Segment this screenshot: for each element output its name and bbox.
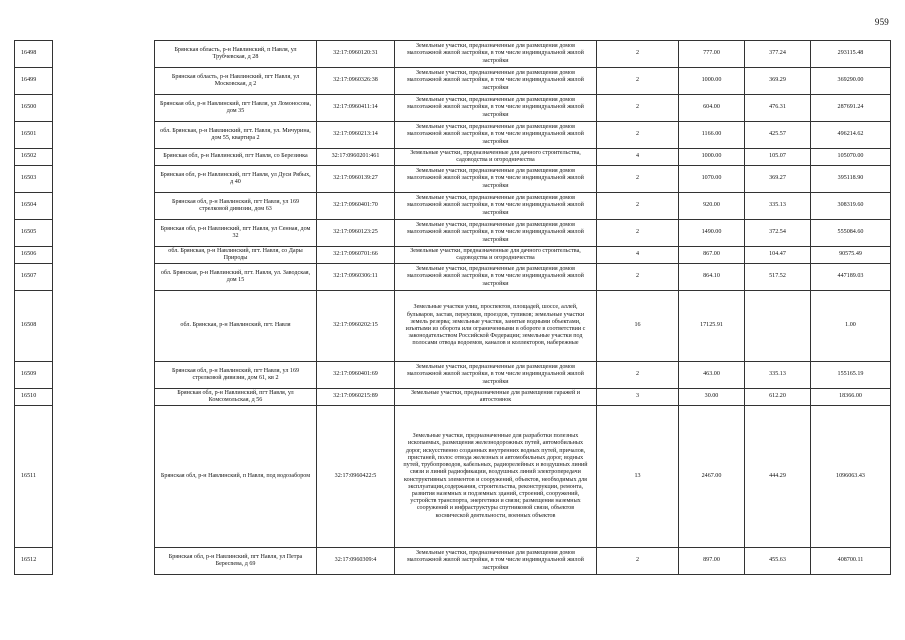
land-use-cell: Земельные участки, предназначенные для разработки полезных ископаемых, размещения железнодорожных путей, автомобильных дорог, искусственно созданных внутренних водных путей, причалов, пристаней, полос отвода железных и автомобильных дорог, водных путей, трубопроводов, кабельных, радиорелейных и воздушных линий связи и линий радиофикации, воздушных линий электропередачи конструктивных элементов и сооружений, объектов, необходимых для эксплуатации,содержания, строительства, реконструкции, ремонта, развития наземных и подземных зданий, строений, сооружений, устройств транспорта, энергетики и связи; размещения наземных сооружений и инфраструктуры спутниковой связи, объектов космической деятельности, военных объектов xyxy=(395,406,597,548)
address-cell: обл. Брянская, р-н Навлинский, пгт. Навля xyxy=(155,291,317,362)
area-cell: 867.00 xyxy=(679,247,745,264)
land-use-cell: Земельные участки, предназначенные для размещения домов малоэтажной жилой застройки, в том числе индивидуальной жилой застройки xyxy=(395,362,597,389)
spacer-cell xyxy=(53,389,155,406)
specific-value-cell: 369.27 xyxy=(745,166,811,193)
row-number: 16498 xyxy=(15,41,53,68)
area-cell: 2467.00 xyxy=(679,406,745,548)
address-cell: Брянская обл, р-н Навлинский, пгт Навля, сo Березинка xyxy=(155,149,317,166)
cadastral-number-cell: 32:17:0960201:461 xyxy=(317,149,395,166)
address-cell: Брянская обл, р-н Навлинский, пгт Навля, ул Сенная, дом 32 xyxy=(155,220,317,247)
group-number-cell: 2 xyxy=(597,548,679,575)
address-cell: Брянская обл, р-н Навлинский, пгт Навля, ул Петра Бересnева, д 69 xyxy=(155,548,317,575)
specific-value-cell: 372.54 xyxy=(745,220,811,247)
group-number-cell: 4 xyxy=(597,149,679,166)
row-number: 16511 xyxy=(15,406,53,548)
cadastral-number-cell: 32:17:0960139:27 xyxy=(317,166,395,193)
address-cell: Брянская обл, р-н Навлинский, пгт Навля, ул Дуси Рябых, д 40 xyxy=(155,166,317,193)
spacer-cell xyxy=(53,149,155,166)
row-number: 16500 xyxy=(15,95,53,122)
row-number: 16504 xyxy=(15,193,53,220)
area-cell: 1166.00 xyxy=(679,122,745,149)
row-number: 16502 xyxy=(15,149,53,166)
land-use-cell: Земельные участки, предназначенные для размещения домов малоэтажной жилой застройки, в том числе индивидуальной жилой застройки xyxy=(395,166,597,193)
specific-value-cell: 444.29 xyxy=(745,406,811,548)
cadastral-value-cell: 18366.00 xyxy=(811,389,891,406)
area-cell: 1000.00 xyxy=(679,68,745,95)
area-cell: 897.00 xyxy=(679,548,745,575)
row-number: 16509 xyxy=(15,362,53,389)
table-row xyxy=(15,41,891,68)
table-row xyxy=(15,220,891,247)
page-number: 959 xyxy=(874,17,889,27)
cadastral-number-cell: 32:17:0960411:14 xyxy=(317,95,395,122)
spacer-cell xyxy=(53,548,155,575)
group-number-cell: 13 xyxy=(597,406,679,548)
specific-value-cell: 369.29 xyxy=(745,68,811,95)
table-row xyxy=(15,166,891,193)
area-cell: 864.10 xyxy=(679,264,745,291)
address-cell: обл. Брянская, р-н Навлинский, пгт. Навля, ул. Мичурина, дом 55, квартира 2 xyxy=(155,122,317,149)
group-number-cell: 2 xyxy=(597,122,679,149)
cadastral-number-cell: 32:17:0960401:69 xyxy=(317,362,395,389)
land-use-cell: Земельные участки, предназначенные для размещения домов малоэтажной жилой застройки, в том числе индивидуальной жилой застройки xyxy=(395,122,597,149)
cadastral-value-cell: 90575.49 xyxy=(811,247,891,264)
specific-value-cell: 517.52 xyxy=(745,264,811,291)
group-number-cell: 2 xyxy=(597,264,679,291)
specific-value-cell: 104.47 xyxy=(745,247,811,264)
row-number: 16501 xyxy=(15,122,53,149)
cadastral-number-cell: 32:17:0960306:11 xyxy=(317,264,395,291)
spacer-cell xyxy=(53,291,155,362)
table-row xyxy=(15,406,891,548)
table-row xyxy=(15,122,891,149)
cadastral-value-cell: 447189.03 xyxy=(811,264,891,291)
cadastral-number-cell: 32:17:0960202:15 xyxy=(317,291,395,362)
spacer-cell xyxy=(53,264,155,291)
area-cell: 604.00 xyxy=(679,95,745,122)
cadastral-value-cell: 293115.48 xyxy=(811,41,891,68)
address-cell: обл. Брянская, р-н Навлинский, пгт. Навля, ул. Заводская, дом 15 xyxy=(155,264,317,291)
spacer-cell xyxy=(53,68,155,95)
cadastral-number-cell: 32:17:0960326:38 xyxy=(317,68,395,95)
cadastral-value-cell: 395118.90 xyxy=(811,166,891,193)
cadastral-value-cell: 1096063.43 xyxy=(811,406,891,548)
land-use-cell: Земельные участки, предназначенные для размещения гаражей и автостоянок xyxy=(395,389,597,406)
spacer-cell xyxy=(53,406,155,548)
group-number-cell: 2 xyxy=(597,68,679,95)
land-use-cell: Земельные участки, предназначенные для размещения домов малоэтажной жилой застройки, в том числе индивидуальной жилой застройки xyxy=(395,220,597,247)
cadastral-value-cell: 155165.19 xyxy=(811,362,891,389)
address-cell: Брянская область, р-н Навлинский, п Навля, ул Трубчевская, д 28 xyxy=(155,41,317,68)
area-cell: 1490.00 xyxy=(679,220,745,247)
address-cell: Брянская обл, р-н Навлинский, пгт Навля, ул 169 стрелковой дивизии, дом 63 xyxy=(155,193,317,220)
group-number-cell: 2 xyxy=(597,362,679,389)
address-cell: Брянская обл, р-н Навлинский, п Навля, под водозабором xyxy=(155,406,317,548)
row-number: 16505 xyxy=(15,220,53,247)
table-row xyxy=(15,95,891,122)
area-cell: 920.00 xyxy=(679,193,745,220)
spacer-cell xyxy=(53,362,155,389)
area-cell: 17125.91 xyxy=(679,291,745,362)
area-cell: 777.00 xyxy=(679,41,745,68)
group-number-cell: 3 xyxy=(597,389,679,406)
cadastral-number-cell: 32:17:0960401:70 xyxy=(317,193,395,220)
specific-value-cell: 377.24 xyxy=(745,41,811,68)
row-number: 16510 xyxy=(15,389,53,406)
cadastral-number-cell: 32:17:0960701:66 xyxy=(317,247,395,264)
specific-value-cell: 335.13 xyxy=(745,193,811,220)
cadastral-number-cell: 32:17:0960120:31 xyxy=(317,41,395,68)
table-body xyxy=(15,41,891,575)
specific-value-cell: 612.20 xyxy=(745,389,811,406)
cadastral-value-cell: 496214.62 xyxy=(811,122,891,149)
cadastral-value-table xyxy=(14,40,890,575)
land-use-cell: Земельные участки улиц, проспектов, площадей, шоссе, аллей, бульваров, застав, переулков, проездов, тупиков; земельные участки земель резерва; земельные участки, занятые водными объектами, изъятыми из оборота или ограниченными в обороте в соответствии с законодательством Российской Федерации; земельные участки под полосами отвода водоемов, каналов и коллекторов, набережные xyxy=(395,291,597,362)
cadastral-number-cell: 32:17:0960422:5 xyxy=(317,406,395,548)
row-number: 16508 xyxy=(15,291,53,362)
group-number-cell: 4 xyxy=(597,247,679,264)
area-cell: 1070.00 xyxy=(679,166,745,193)
table-row xyxy=(15,149,891,166)
table-row xyxy=(15,264,891,291)
cadastral-number-cell: 32:17:0960123:25 xyxy=(317,220,395,247)
group-number-cell: 2 xyxy=(597,166,679,193)
specific-value-cell: 105.07 xyxy=(745,149,811,166)
spacer-cell xyxy=(53,220,155,247)
row-number: 16506 xyxy=(15,247,53,264)
row-number: 16512 xyxy=(15,548,53,575)
row-number: 16503 xyxy=(15,166,53,193)
land-use-cell: Земельные участки, предназначенные для размещения домов малоэтажной жилой застройки, в том числе индивидуальной жилой застройки xyxy=(395,95,597,122)
specific-value-cell: 455.63 xyxy=(745,548,811,575)
group-number-cell: 2 xyxy=(597,193,679,220)
address-cell: Брянская обл, р-н Навлинский, пгт Навля, ул 169 стрелковой дивизии, дом 61, кв 2 xyxy=(155,362,317,389)
cadastral-number-cell: 32:17:0960215:89 xyxy=(317,389,395,406)
spacer-cell xyxy=(53,247,155,264)
group-number-cell: 16 xyxy=(597,291,679,362)
land-use-cell: Земельные участки, предназначенные для размещения домов малоэтажной жилой застройки, в том числе индивидуальной жилой застройки xyxy=(395,193,597,220)
address-cell: Брянская область, р-н Навлинский, пгт Навля, ул Московская, д 2 xyxy=(155,68,317,95)
land-use-cell: Земельные участки, предназначенные для дачного строительства, садоводства и огородничества xyxy=(395,149,597,166)
land-use-cell: Земельные участки, предназначенные для дачного строительства, садоводства и огородничества xyxy=(395,247,597,264)
cadastral-value-cell: 408700.11 xyxy=(811,548,891,575)
spacer-cell xyxy=(53,122,155,149)
cadastral-value-cell: 287691.24 xyxy=(811,95,891,122)
group-number-cell: 2 xyxy=(597,95,679,122)
row-number: 16507 xyxy=(15,264,53,291)
spacer-cell xyxy=(53,193,155,220)
area-cell: 463.00 xyxy=(679,362,745,389)
land-use-cell: Земельные участки, предназначенные для размещения домов малоэтажной жилой застройки, в том числе индивидуальной жилой застройки xyxy=(395,548,597,575)
specific-value-cell: 425.57 xyxy=(745,122,811,149)
cadastral-value-cell: 369290.00 xyxy=(811,68,891,95)
area-cell: 1000.00 xyxy=(679,149,745,166)
spacer-cell xyxy=(53,41,155,68)
cadastral-value-cell: 308319.60 xyxy=(811,193,891,220)
table-row xyxy=(15,193,891,220)
cadastral-number-cell: 32:17:0960213:14 xyxy=(317,122,395,149)
table-row xyxy=(15,291,891,362)
cadastral-value-cell: 105070.00 xyxy=(811,149,891,166)
address-cell: Брянская обл, р-н Навлинский, пгт Навля, ул Комсомольская, д 56 xyxy=(155,389,317,406)
address-cell: Брянская обл, р-н Навлинский, пгт Навля, ул Ломоносова, дом 35 xyxy=(155,95,317,122)
land-use-cell: Земельные участки, предназначенные для размещения домов малоэтажной жилой застройки, в том числе индивидуальной жилой застройки xyxy=(395,264,597,291)
spacer-cell xyxy=(53,166,155,193)
spacer-cell xyxy=(53,95,155,122)
cadastral-value-cell: 1.00 xyxy=(811,291,891,362)
area-cell: 30.00 xyxy=(679,389,745,406)
specific-value-cell: 476.31 xyxy=(745,95,811,122)
land-use-cell: Земельные участки, предназначенные для размещения домов малоэтажной жилой застройки, в том числе индивидуальной жилой застройки xyxy=(395,68,597,95)
cadastral-number-cell: 32:17:0960309:4 xyxy=(317,548,395,575)
table-row xyxy=(15,68,891,95)
specific-value-cell: 335.13 xyxy=(745,362,811,389)
table-row xyxy=(15,362,891,389)
address-cell: обл. Брянская, р-н Навлинский, пгт. Навля, со Дары Природы xyxy=(155,247,317,264)
land-use-cell: Земельные участки, предназначенные для размещения домов малоэтажной жилой застройки, в том числе индивидуальной жилой застройки xyxy=(395,41,597,68)
specific-value-cell xyxy=(745,291,811,362)
cadastral-value-cell: 555084.60 xyxy=(811,220,891,247)
table-row xyxy=(15,389,891,406)
table-row xyxy=(15,548,891,575)
row-number: 16499 xyxy=(15,68,53,95)
table-row xyxy=(15,247,891,264)
group-number-cell: 2 xyxy=(597,41,679,68)
group-number-cell: 2 xyxy=(597,220,679,247)
